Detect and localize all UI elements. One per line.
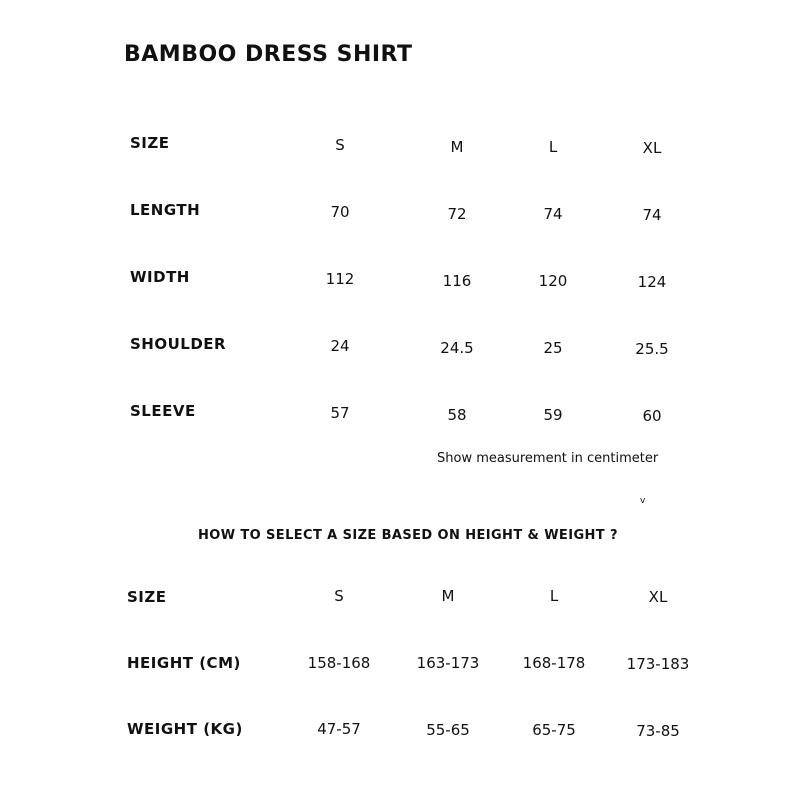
cell-value: 120 (538, 272, 568, 290)
cell-value: 112 (325, 270, 355, 288)
size-header-xl: XL (642, 139, 662, 157)
size-header-l: L (549, 587, 559, 605)
cell-value: 55-65 (426, 721, 470, 739)
size-header-s: S (334, 587, 344, 605)
fit-guide-heading: HOW TO SELECT A SIZE BASED ON HEIGHT & WEIGHT ? (198, 528, 618, 543)
cell-value: 70 (330, 203, 350, 221)
page-title: BAMBOO DRESS SHIRT (124, 42, 413, 67)
row-label-width: WIDTH (130, 268, 190, 286)
cell-value: 25 (543, 339, 563, 357)
cell-value: 47-57 (317, 720, 361, 738)
size-header-xl: XL (648, 588, 668, 606)
cell-value: 57 (330, 404, 350, 422)
row-label-sleeve: SLEEVE (130, 402, 196, 420)
chevron-down-icon[interactable]: v (640, 496, 646, 506)
cell-value: 65-75 (532, 721, 576, 739)
size-header-label: SIZE (130, 134, 170, 152)
cell-value: 72 (447, 205, 467, 223)
cell-value: 163-173 (416, 654, 480, 672)
cell-value: 25.5 (635, 340, 669, 358)
cell-value: 74 (543, 205, 563, 223)
unit-note: Show measurement in centimeter (437, 451, 659, 466)
row-label-weight: WEIGHT (KG) (127, 720, 243, 738)
row-label-length: LENGTH (130, 201, 201, 219)
cell-value: 124 (637, 273, 667, 291)
cell-value: 73-85 (636, 722, 680, 740)
cell-value: 24.5 (440, 339, 474, 357)
size-header-s: S (335, 136, 345, 154)
cell-value: 168-178 (522, 654, 586, 672)
cell-value: 74 (642, 206, 662, 224)
row-label-shoulder: SHOULDER (130, 335, 227, 353)
cell-value: 173-183 (626, 655, 690, 673)
size-header-label: SIZE (127, 588, 167, 606)
size-header-m: M (450, 138, 464, 156)
cell-value: 24 (330, 337, 350, 355)
size-header-m: M (441, 587, 455, 605)
cell-value: 58 (447, 406, 467, 424)
cell-value: 60 (642, 407, 662, 425)
cell-value: 116 (442, 272, 472, 290)
cell-value: 59 (543, 406, 563, 424)
row-label-height: HEIGHT (CM) (127, 654, 241, 672)
cell-value: 158-168 (307, 654, 371, 672)
size-header-l: L (548, 138, 558, 156)
